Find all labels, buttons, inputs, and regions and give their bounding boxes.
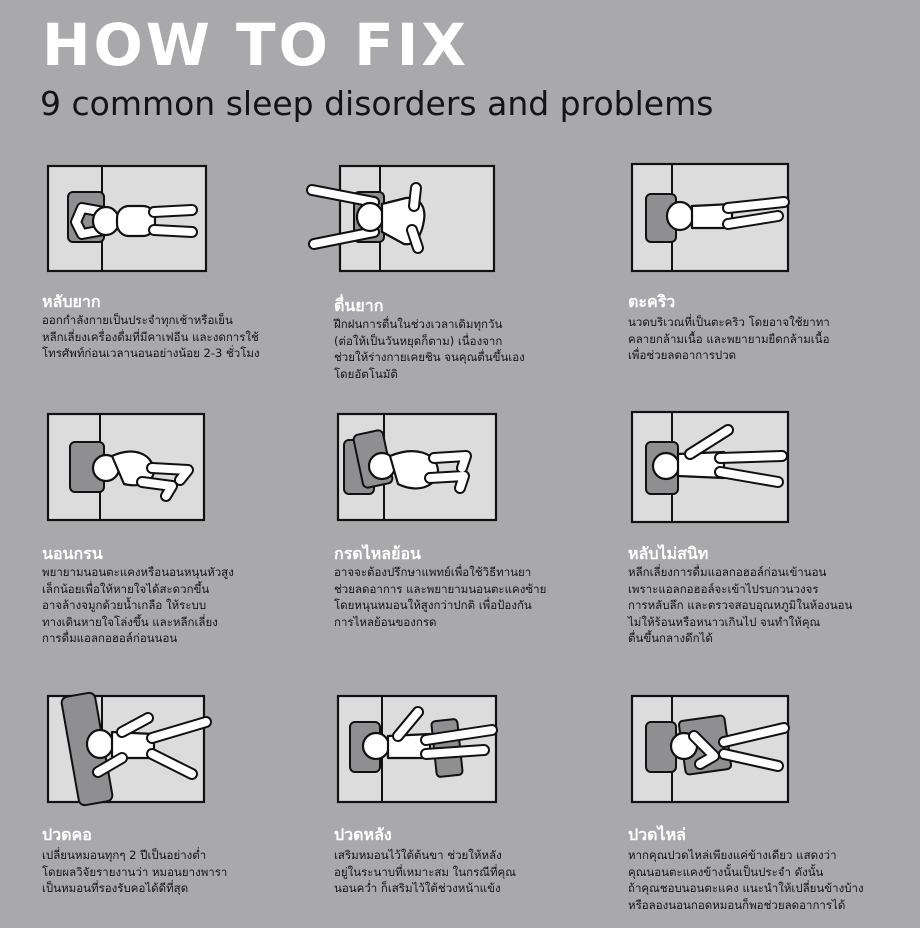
page-title: HOW TO FIX <box>42 11 469 79</box>
page-subtitle: 9 common sleep disorders and problems <box>40 84 714 123</box>
tip-description: ออกกำลังกายเป็นประจำทุกเช้าหรือเย็น หลีกเลี่ยงเครื่องดื่มที่มีคาเฟอีน และงดการใช้ โทรศัพท์ก่อนเวลานอนอย่างน้อย 2-3 ชั่วโมง <box>42 313 260 360</box>
waking-up-illustration <box>334 160 604 280</box>
tip-card-snoring <box>42 408 312 648</box>
tip-heading: ปวดไหล่ <box>628 825 686 844</box>
restless-sleep-illustration <box>628 408 898 528</box>
tip-card-restless-sleep <box>628 408 898 648</box>
tip-heading: ปวดคอ <box>42 825 92 844</box>
tip-card-shoulder-pain <box>628 688 898 928</box>
tip-card-cramp <box>628 160 898 400</box>
tip-description: อาจจะต้องปรึกษาแพทย์เพื่อใช้วิธีทานยา ช่วยลดอาการ และพยายามนอนตะแคงซ้าย โดยหนุนหมอนให้สูงกว่าปกติ เพื่อป้องกัน การไหลย้อนของกรด <box>334 565 547 629</box>
acid-reflux-illustration <box>334 408 604 528</box>
tip-heading: หลับยาก <box>42 292 101 311</box>
tip-description: เสริมหมอนไว้ใต้ต้นขา ช่วยให้หลัง อยู่ในระนาบที่เหมาะสม ในกรณีที่คุณ นอนคว่ำ ก็เสริมไว้ใต้ช่วงหน้าแข้ง <box>334 848 516 895</box>
tip-description: ฝึกฝนการตื่นในช่วงเวลาเดิมทุกวัน (ต่อให้เป็นวันหยุดก็ตาม) เนื่องจาก ช่วยให้ร่างกายเคยชิน จนคุณตื่นขึ้นเอง โดยอัตโนมัติ <box>334 317 525 381</box>
tip-heading: นอนกรน <box>42 544 103 563</box>
tip-card-insomnia <box>42 160 312 400</box>
tip-description: เปลี่ยนหมอนทุกๆ 2 ปีเป็นอย่างต่ำ โดยผลวิจัยรายงานว่า หมอนยางพารา เป็นหมอนที่รองรับคอได้ดีที่สุด <box>42 848 228 895</box>
back-pain-illustration <box>334 688 604 808</box>
tip-card-back-pain <box>334 688 604 928</box>
tip-heading: ตื่นยาก <box>334 296 384 315</box>
tip-heading: กรดไหลย้อน <box>334 544 421 563</box>
tip-description: นวดบริเวณที่เป็นตะคริว โดยอาจใช้ยาทา คลายกล้ามเนื้อ และพยายามยืดกล้ามเนื้อ เพื่อช่วยลดอาการปวด <box>628 315 830 362</box>
insomnia-illustration <box>42 160 312 280</box>
tip-description: พยายามนอนตะแคงหรือนอนหนุนหัวสูง เล็กน้อยเพื่อให้หายใจได้สะดวกขึ้น อาจล้างจมูกด้วยน้ำเกลือ ให้ระบบ ทางเดินหายใจโล่งขึ้น และหลีกเลี่ยง การดื่มแอลกอฮอล์ก่อนนอน <box>42 565 234 645</box>
tip-heading: หลับไม่สนิท <box>628 544 709 563</box>
tip-card-neck-pain <box>42 688 312 928</box>
tip-description: หากคุณปวดไหล่เพียงแค่ข้างเดียว แสดงว่า คุณนอนตะแคงข้างนั้นเป็นประจำ ดังนั้น ถ้าคุณชอบนอนตะแคง แนะนำให้เปลี่ยนข้างบ้าง หรือลองนอนกอดหมอนก็พอช่วยลดอาการได้ <box>628 848 864 912</box>
tip-description: หลีกเลี่ยงการดื่มแอลกอฮอล์ก่อนเข้านอน เพราะแอลกอฮอล์จะเข้าไปรบกวนวงจร การหลับลึก และตรวจสอบอุณหภูมิในห้องนอน ไม่ให้ร้อนหรือหนาวเกินไป จนทำให้คุณ ตื่นขึ้นกลางดึกได้ <box>628 565 853 645</box>
tip-card-acid-reflux <box>334 408 604 648</box>
shoulder-pain-illustration <box>628 688 898 808</box>
tip-heading: ปวดหลัง <box>334 825 392 844</box>
neck-pain-illustration <box>42 688 312 808</box>
tip-card-hard-to-wake <box>334 160 604 400</box>
cramp-illustration <box>628 160 898 280</box>
snoring-illustration <box>42 408 312 528</box>
tip-heading: ตะคริว <box>628 292 676 311</box>
